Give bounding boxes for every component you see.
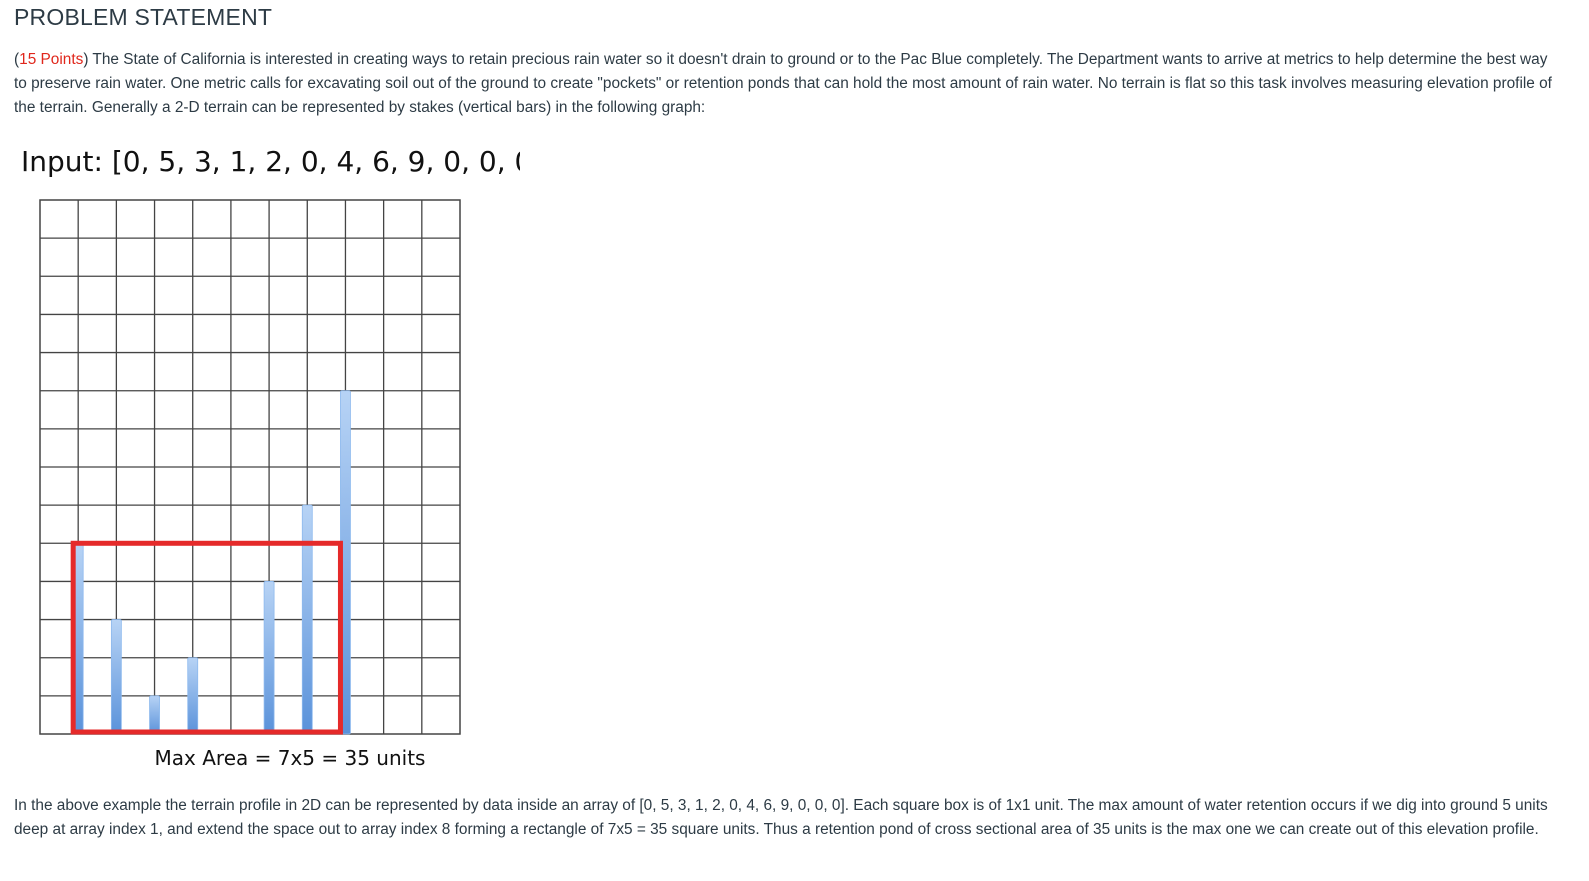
terrain-chart (0, 130, 520, 780)
terrain-bar-3 (150, 696, 160, 734)
chart-title: Input: [0, 5, 3, 1, 2, 0, 4, 6, 9, 0, 0, 0] (21, 145, 520, 178)
chart-grid (40, 200, 460, 734)
terrain-bar-4 (188, 658, 198, 734)
terrain-figure (0, 130, 520, 780)
explanation-paragraph: In the above example the terrain profile in 2D can be represented by data inside an array of [0, 5, 3, 1, 2, 0, 4, 6, 9, 0, 0, 0]. Each square box is of 1x1 unit. The max amount of water retention occurs if we dig into ground 5 units deep at array index 1, and extend the space out to array index 8 forming a rectangle of 7x5 = 35 square units. Thus a retention pond of cross sectional area of 35 units is the max one we can create out of this elevation profile. (14, 797, 1548, 838)
terrain-bar-7 (302, 505, 312, 734)
terrain-bar-2 (111, 620, 121, 734)
intro-paragraph (14, 48, 1564, 120)
chart-bars (73, 391, 350, 734)
intro-text: ) The State of California is interested in creating ways to retain precious rain water so it doesn't drain to ground or to the Pac Blue completely. The Department wants to arrive at metrics to help determine the best way to preserve rain water. One metric calls for excavating soil out of the ground to create "pockets" or retention ponds that can hold the most amount of rain water. No terrain is flat so this task involves measuring elevation profile of the terrain. Generally a 2-D terrain can be represented by stakes (vertical bars) in the following graph: (14, 51, 1552, 116)
terrain-bar-6 (264, 581, 274, 734)
open-paren: ( (14, 51, 20, 68)
page-title: PROBLEM STATEMENT (14, 4, 273, 30)
chart-caption: Max Area = 7x5 = 35 units (154, 746, 426, 770)
points-label: 15 Points (19, 51, 84, 68)
